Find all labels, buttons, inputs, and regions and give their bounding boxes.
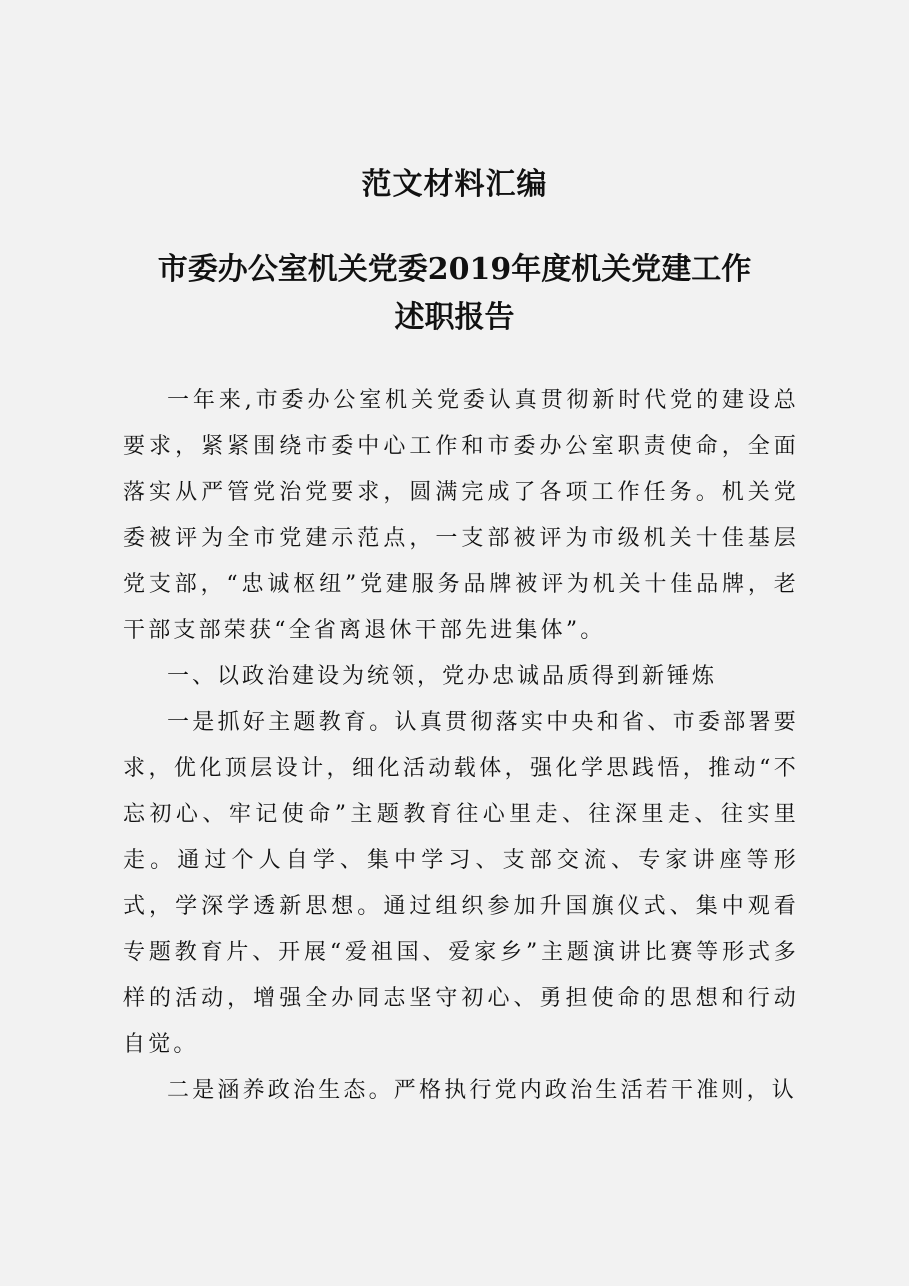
document-body <box>123 378 799 1114</box>
document-title-line-2: 述职报告 <box>394 300 515 335</box>
paragraph-intro: 一年来,市委办公室机关党委认真贯彻新时代党的建设总要求，紧紧围绕市委中心工作和市委办公室职责使命，全面落实从严管党治党要求，圆满完成了各项工作任务。机关党委被评为全市党建示范点，一支部被评为市级机关十佳基层党支部，“忠诚枢纽”党建服务品牌被评为机关十佳品牌，老干部支部荣获“全省离退休干部先进集体”。 <box>123 388 799 643</box>
collection-title: 范文材料汇编 <box>361 167 548 202</box>
document-title <box>110 246 799 342</box>
section-heading-1: 一、以政治建设为统领，党办忠诚品质得到新锤炼 <box>167 664 718 689</box>
paragraph-political-ecology: 二是涵养政治生态。严格执行党内政治生活若干准则，认 <box>167 1078 798 1103</box>
paragraph-theme-education: 一是抓好主题教育。认真贯彻落实中央和省、市委部署要求，优化顶层设计，细化活动载体，强化学思践悟，推动“不忘初心、牢记使命”主题教育往心里走、往深里走、往实里走。通过个人自学、集中学习、支部交流、专家讲座等形式，学深学透新思想。通过组织参加升国旗仪式、集中观看专题教育片、开展“爱祖国、爱家乡”主题演讲比赛等形式多样的活动，增强全办同志坚守初心、勇担使命的思想和行动自觉。 <box>123 710 799 1057</box>
document-title-line-1: 市委办公室机关党委2019年度机关党建工作 <box>157 252 752 287</box>
